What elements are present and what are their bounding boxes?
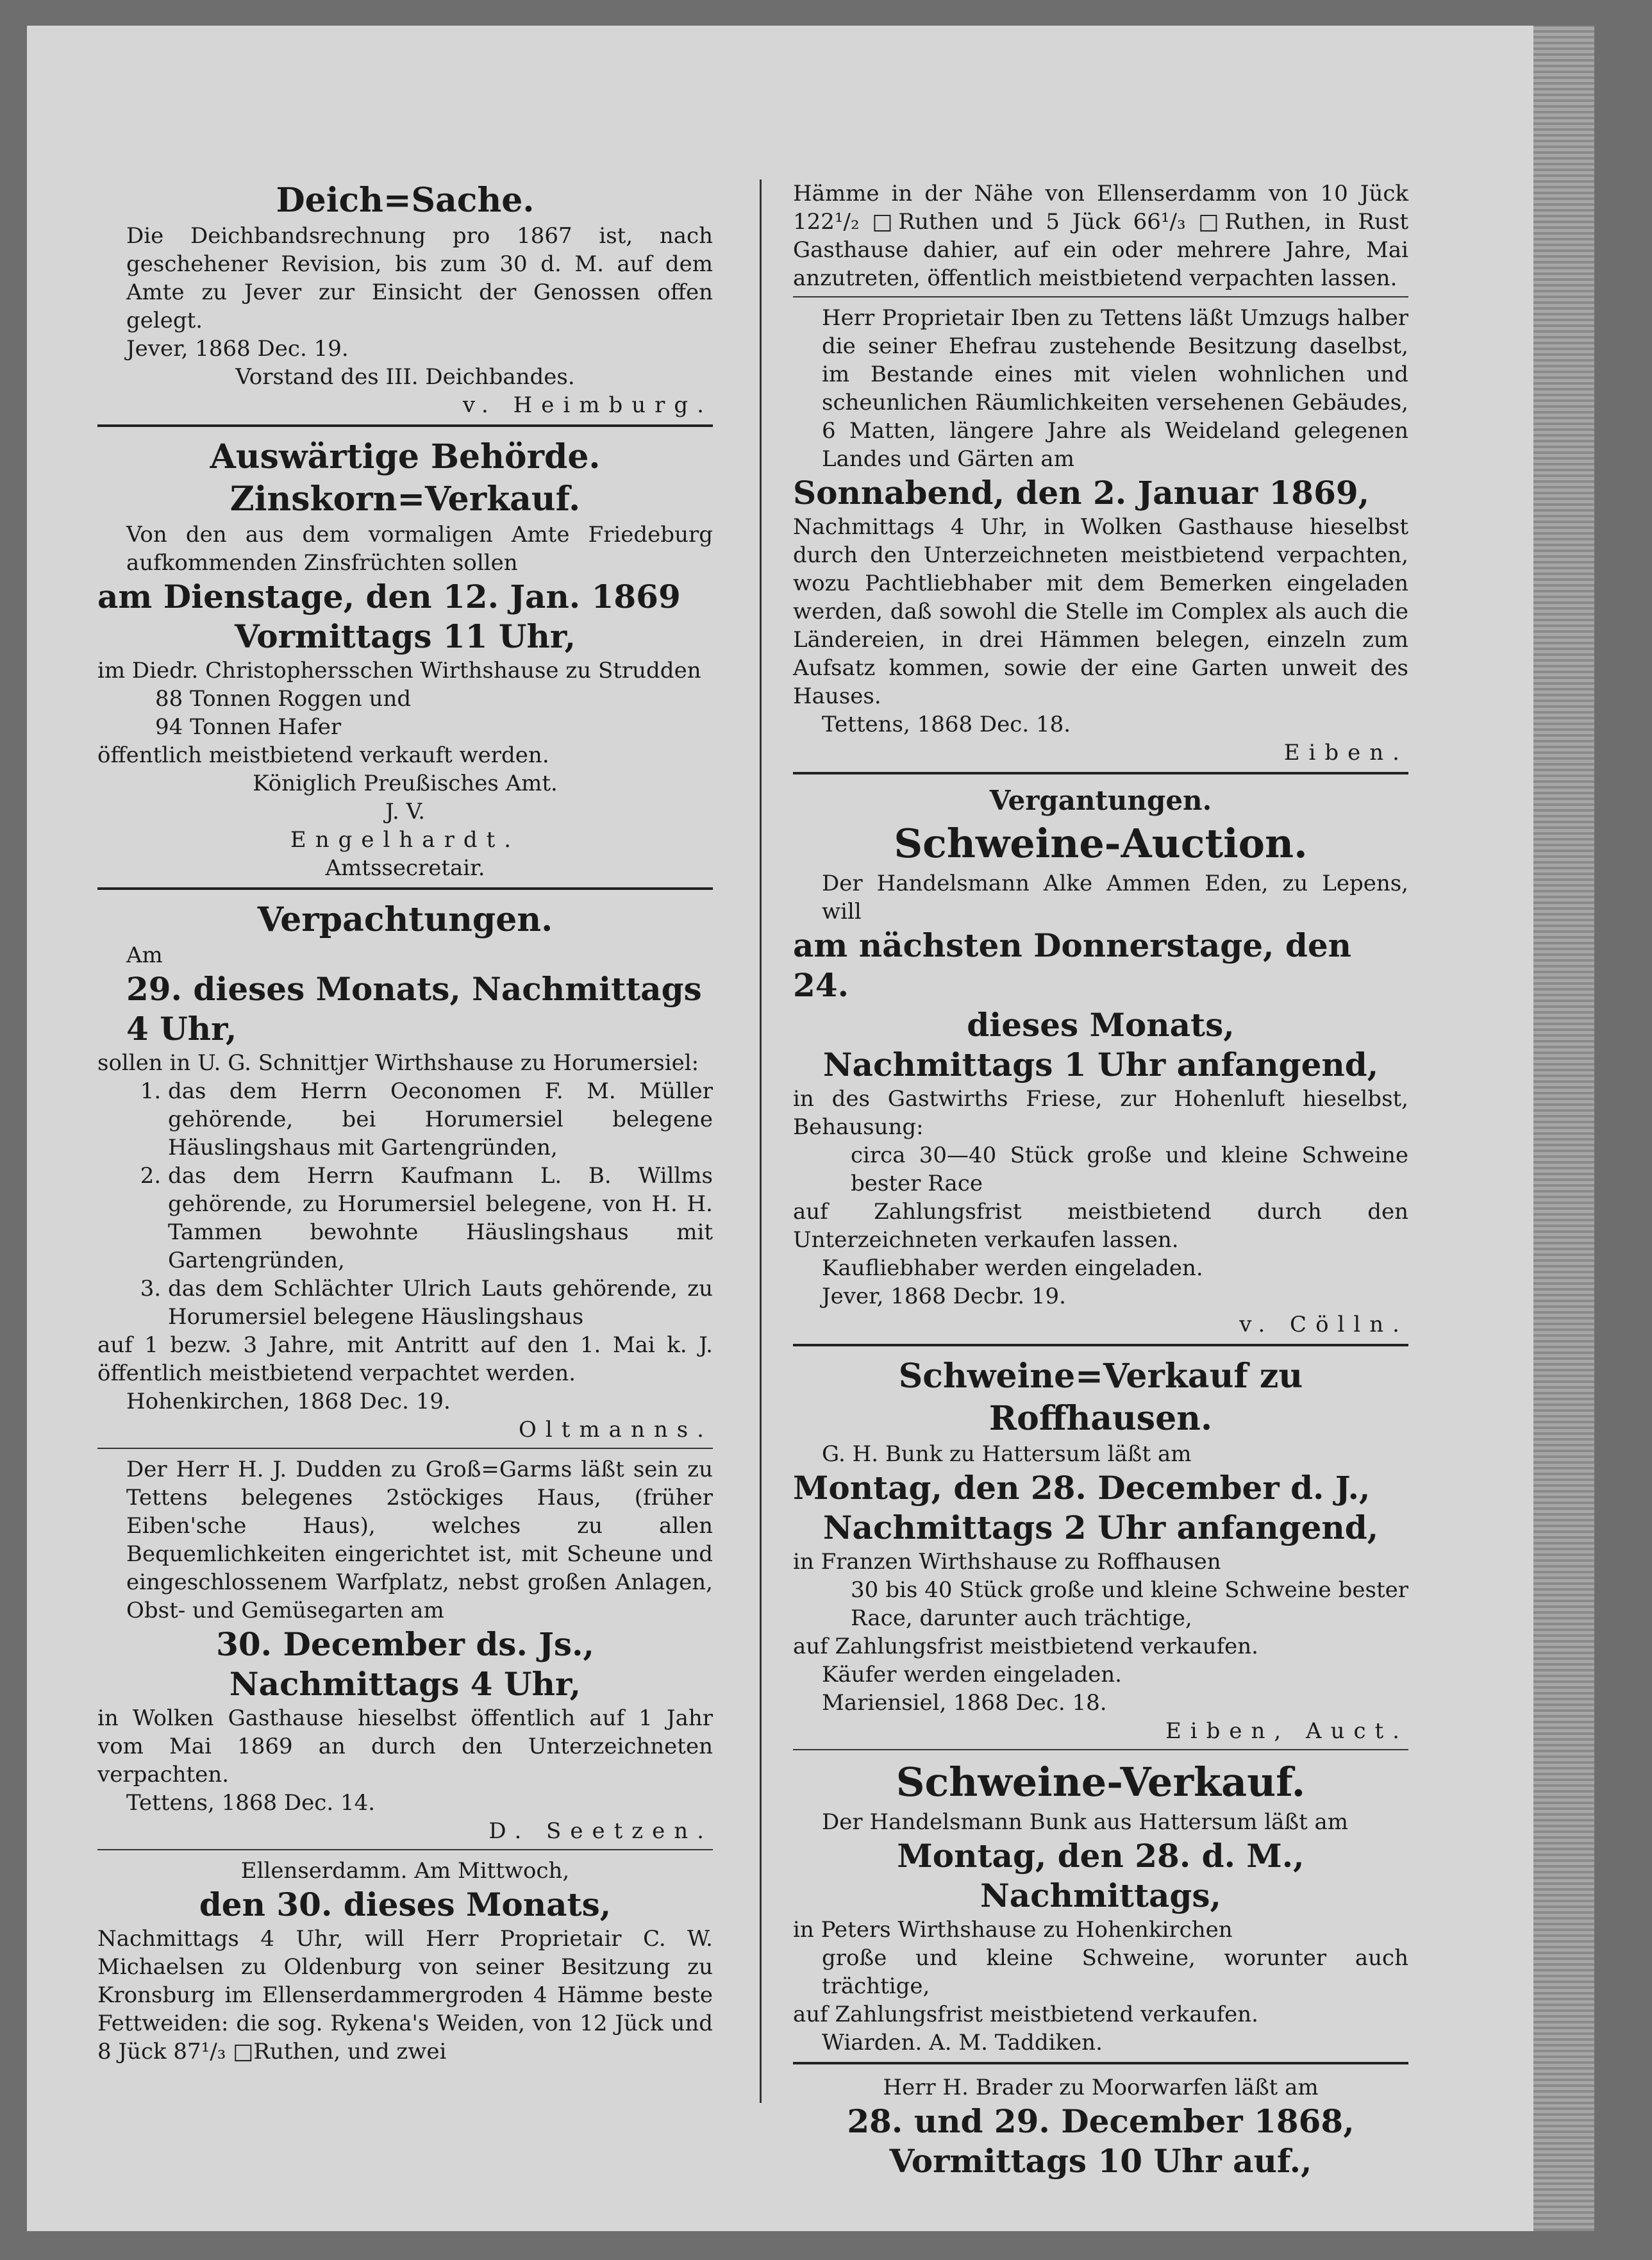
notice-title: Schweine-Auction. — [894, 820, 1308, 867]
list-item: 3. das dem Schlächter Ulrich Lauts gehörende, zu Horumersiel belegene Häuslingshaus — [168, 1275, 713, 1331]
notice-continuation: Hämme in der Nähe von Ellenserdamm von 10 Jück 122¹/₂ □Ruthen und 5 Jück 66¹/₃ □Ruthen, in Rust Gasthause dahier, auf ein oder mehrere Jahre, Mai anzutreten, öffentlich meistbietend verpachten lassen. — [793, 181, 1408, 291]
notice-date-line: Sonnabend, den 2. Januar 1869, — [793, 474, 1370, 512]
notice-intro: Herr H. Brader zu Moorwarfen läßt am — [883, 2075, 1319, 2100]
notice-roffhausen — [793, 1355, 1408, 1745]
notice-intro: G. H. Bunk zu Hattersum läßt am — [822, 1441, 1192, 1467]
notice-date-line: 29. dieses Monats, Nachmittags — [126, 970, 702, 1008]
notice-item: 94 Tonnen Hafer — [155, 714, 342, 740]
notice-signature: D. Seetzen. — [488, 1818, 713, 1844]
divider — [97, 1448, 713, 1449]
notice-org: Vorstand des III. Deichbandes. — [235, 364, 575, 390]
page-edge — [1533, 26, 1594, 2231]
notice-title: Zinskorn=Verkauf. — [229, 480, 581, 519]
notice-time-line: Vormittags 10 Uhr auf., — [889, 2142, 1312, 2180]
notice-outro: auf Zahlungsfrist meistbietend verkaufen. — [793, 1634, 1258, 1659]
notice-date: Hohenkirchen, 1868 Dec. 19. — [126, 1389, 451, 1414]
notice-item: 30 bis 40 Stück große und kleine Schweine bester Race, darunter auch trächtige, — [851, 1577, 1408, 1631]
notice-place: in Peters Wirthshause zu Hohenkirchen — [793, 1917, 1233, 1943]
notice-title: Schweine-Verkauf. — [896, 1759, 1306, 1805]
notice-date-line: am Dienstage, den 12. Jan. 1869 — [97, 578, 681, 615]
notice-invite: Kaufliebhaber werden eingeladen. — [822, 1255, 1203, 1281]
notice-outro: in Wolken Gasthause hieselbst öffentlich auf 1 Jahr vom Mai 1869 an durch den Unterzeichneten verpachten. — [97, 1705, 713, 1787]
notice-time-line: Nachmittags 1 Uhr anfangend, — [822, 1046, 1379, 1084]
divider — [793, 1749, 1408, 1750]
notice-invite: Käufer werden eingeladen. — [822, 1662, 1122, 1687]
notice-body: Die Deichbandsrechnung pro 1867 ist, nach geschehener Revision, bis zum 30 d. M. auf dem Amte zu Jever zur Einsicht der Genossen offen gelegt. — [126, 223, 713, 333]
notice-outro: auf 1 bezw. 3 Jahre, mit Antritt auf den 1. Mai k. J. öffentlich meistbietend verpachtet werden. — [97, 1332, 713, 1386]
notice-body: Herr Proprietair Iben zu Tettens läßt Umzugs halber die seiner Ehefrau zustehende Besitzung daselbst, im Bestande eines mit vielen wohnlichen und scheunlichen Räumlichkeiten versehenen Gebäudes, 6 Matten, längere Jahre als Weideland gelegenen Landes und Gärten am — [822, 305, 1408, 472]
notice-auction — [793, 783, 1408, 1339]
divider — [97, 424, 713, 427]
notice-place: im Diedr. Christophersschen Wirthshause zu Strudden — [97, 658, 701, 683]
notice-title: Schweine=Verkauf zu Roffhausen. — [898, 1357, 1303, 1438]
notice-behoerde — [97, 436, 713, 882]
left-column — [97, 180, 713, 2066]
notice-signature: Eiben, Auct. — [1165, 1718, 1408, 1744]
notice-date: Jever, 1868 Decbr. 19. — [822, 1284, 1066, 1309]
notice-date-line: den 30. dieses Monats, — [199, 1886, 612, 1923]
notice-intro: Der Handelsmann Alke Ammen Eden, zu Lepens, will — [822, 871, 1408, 925]
notice-lead: Ellenserdamm. Am Mittwoch, — [240, 1858, 570, 1884]
notice-signature: Oltmanns. — [519, 1417, 713, 1443]
notice-signature: Eiben. — [1283, 740, 1408, 766]
notice-item: große und kleine Schweine, worunter auch trächtige, — [822, 1945, 1408, 1999]
notice-signature: v. Heimburg. — [462, 392, 713, 418]
newspaper-page — [27, 26, 1594, 2231]
notice-item: circa 30—40 Stück große und kleine Schweine bester Race — [851, 1143, 1408, 1196]
notice-time-line: Vormittags 11 Uhr, — [235, 617, 576, 655]
list-item: 2. das dem Herrn Kaufmann L. B. Willms gehörende, zu Horumersiel belegene, von H. H. Tammen bewohnte Häuslingshaus mit Gartengründen, — [168, 1162, 713, 1275]
section-title: Vergantungen. — [989, 785, 1212, 816]
divider — [793, 296, 1408, 297]
notice-deich — [97, 180, 713, 419]
notice-date-line: am nächsten Donnerstage, den 24. — [793, 926, 1351, 1004]
notice-time-line: Nachmittags 2 Uhr anfangend, — [822, 1509, 1379, 1546]
divider — [793, 772, 1408, 774]
notice-iv: J. V. — [385, 799, 426, 824]
notice-brader — [793, 2073, 1408, 2181]
divider — [793, 2062, 1408, 2064]
divider — [793, 1344, 1408, 1346]
notice-date-line: 28. und 29. December 1868, — [847, 2102, 1355, 2140]
divider — [97, 887, 713, 890]
notice-am: Am — [126, 942, 163, 968]
notice-place: in Franzen Wirthshause zu Roffhausen — [793, 1549, 1221, 1575]
notice-verkauf — [793, 1757, 1408, 2057]
notice-iben — [793, 304, 1408, 767]
notice-date-line: dieses Monats, — [967, 1006, 1235, 1044]
notice-place: in des Gastwirths Friese, zur Hohenluft hieselbst, Behausung: — [793, 1086, 1408, 1140]
divider — [97, 1849, 713, 1850]
section-title: Auswärtige Behörde. — [210, 437, 601, 476]
notice-date-line: Montag, den 28. d. M., Nachmittags, — [897, 1837, 1305, 1914]
notice-date: Tettens, 1868 Dec. 14. — [126, 1790, 376, 1816]
notice-outro: auf Zahlungsfrist meistbietend durch den Unterzeichneten verkaufen lassen. — [793, 1199, 1408, 1253]
notice-outro: öffentlich meistbietend verkauft werden. — [97, 742, 549, 768]
notice-body: Der Herr H. J. Dudden zu Groß=Garms läßt sein zu Tettens belegenes 2stöckiges Haus, (früher Eiben'sche Haus), welches zu allen Bequemlichkeiten eingerichtet ist, mit Scheune und eingeschlossenem Warfplatz, nebst großen Anlagen, Obst- und Gemüsegarten am — [126, 1457, 713, 1623]
notice-signature: Wiarden. A. M. Taddiken. — [822, 2030, 1103, 2055]
right-column — [793, 180, 1408, 2181]
notice-signature: v. Cölln. — [1239, 1312, 1408, 1337]
notice-date: Mariensiel, 1868 Dec. 18. — [822, 1690, 1107, 1716]
notice-role: Amtssecretair. — [325, 855, 485, 881]
notice-time-line: Nachmittags 4 Uhr, — [229, 1665, 581, 1703]
notice-time-line: 4 Uhr, — [126, 1010, 237, 1048]
notice-date-line: 30. December ds. Js., — [216, 1625, 594, 1663]
notice-date-line: Montag, den 28. December d. J., — [793, 1469, 1371, 1507]
notice-intro: Von den aus dem vormaligen Amte Friedeburg aufkommenden Zinsfrüchten sollen — [126, 522, 713, 576]
notice-date: Jever, 1868 Dec. 19. — [126, 336, 349, 362]
notice-item-list — [97, 1077, 713, 1331]
notice-item: 88 Tonnen Roggen und — [155, 686, 412, 712]
notice-dudden — [97, 1455, 713, 1845]
notice-ellenserdamm — [97, 1857, 713, 2066]
list-item: 1. das dem Herrn Oeconomen F. M. Müller gehörende, bei Horumersiel belegene Häuslingshaus mit Gartengründen, — [168, 1077, 713, 1162]
notice-signature: Engelhardt. — [290, 827, 521, 853]
section-title: Verpachtungen. — [257, 900, 553, 939]
notice-title: Deich=Sache. — [276, 181, 535, 220]
column-divider — [760, 180, 762, 2103]
notice-intro: Der Handelsmann Bunk aus Hattersum läßt am — [822, 1809, 1349, 1835]
notice-outro: auf Zahlungsfrist meistbietend verkaufen. — [793, 2002, 1258, 2027]
notice-body: Nachmittags 4 Uhr, will Herr Proprietair C. W. Michaelsen zu Oldenburg von seiner Besitzung zu Kronsburg im Ellenserdammergroden 4 Hämme beste Fettweiden: die sog. Rykena's Weiden, von 12 Jück und 8 Jück 87¹/₃ □Ruthen, und zwei — [97, 1926, 713, 2064]
notice-org: Königlich Preußisches Amt. — [253, 771, 558, 796]
notice-date: Tettens, 1868 Dec. 18. — [822, 712, 1071, 737]
notice-outro: Nachmittags 4 Uhr, in Wolken Gasthause hieselbst durch den Unterzeichneten meistbietend verpachten, wozu Pachtliebhaber mit dem Bemerken eingeladen werden, daß sowohl die Stelle im Complex als auch die Ländereien, in drei Hämmen belegen, einzeln zum Aufsatz kommen, sowie der eine Garten unweit des Hauses. — [793, 514, 1408, 709]
notice-intro: sollen in U. G. Schnittjer Wirthshause zu Horumersiel: — [97, 1050, 699, 1076]
notice-verpachtungen — [97, 899, 713, 1444]
